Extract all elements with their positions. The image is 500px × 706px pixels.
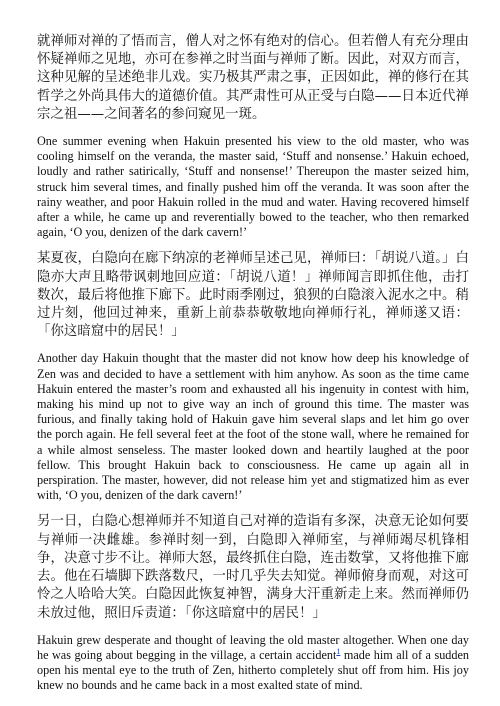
paragraph-en-3-end: made him all of a sudden open his mental eye to the truth of Zen, hitherto completely shut off from him. His joy knew no bounds and he came back in a most exalted state of mind. (37, 647, 469, 693)
paragraph-zh-1: 就禅师对禅的了悟而言，僧人对之怀有绝对的信心。但若僧人有充分理由怀疑禅师之见地，亦可在参禅之时当面与禅师了断。因此，对双方而言，这种见解的呈述绝非儿戏。实乃极其严肃之事，正因如此，禅的修行在其哲学之外尚具伟大的道德价值。其严肃性可从正受与白隐——日本近代禅宗之祖——之间著名的参问窥见一斑。 (37, 34, 469, 122)
paragraph-en-1: One summer evening when Hakuin presented his view to the old master, who was cooling himself on the veranda, the master said, ‘Stuff and nonsense.’ Hakuin echoed, loudly and rather satirically, ‘Stuff and nonsense!’ Thereupon the master seized him, struck him several times, and finally pushed him off the veranda. It was soon after the rainy weather, and poor Hakuin rolled in the mud and water. Having recovered himself after a while, he came up and reverentially bowed to the teacher, who then remarked again, ‘O you, denizen of the dark cavern!’ (37, 134, 469, 240)
paragraph-en-3 (37, 633, 469, 694)
paragraph-zh-2: 某夏夜，白隐向在廊下纳凉的老禅师呈述己见，禅师曰：「胡说八道。」白隐亦大声且略带讽刺地回应道：「胡说八道！」禅师闻言即抓住他，击打数次，最后将他推下廊下。此时雨季刚过，狼狈的白隐滚入泥水之中。稍过片刻，他回过神来，重新上前恭恭敬敬地向禅师行礼，禅师遂又语：「你这暗窟中的居民！」 (37, 251, 469, 340)
footnote-link[interactable]: 1 (336, 646, 341, 656)
paragraph-en-3-start: Hakuin grew desperate and thought of leaving the old master altogether. When one day he was going about begging in the village, a certain accident (37, 632, 469, 662)
document-page (37, 33, 469, 704)
paragraph-zh-3: 另一日，白隐心想禅师并不知道自己对禅的造诣有多深，决意无论如何要与禅师一决雌雄。参禅时刻一到，白隐即入禅师室，与禅师竭尽机锋相争，决意寸步不让。禅师大怒，最终抓住白隐，连击数掌，又将他推下廊去。他在石墙脚下跌落数尺，一时几乎失去知觉。禅师俯身而观，对这可怜之人哈哈大笑。白隐因此恢复神智，满身大汗重新走上来。然而禅师仍未放过他，照旧斥责道：「你这暗窟中的居民！」 (37, 514, 469, 621)
paragraph-en-2: Another day Hakuin thought that the master did not know how deep his knowledge of Zen was and decided to have a settlement with him anyhow. As soon as the time came Hakuin entered the master’s room and exhausted all his ingenuity in contest with him, making his mind up not to give way an inch of ground this time. The master was furious, and finally taking hold of Hakuin gave him several slaps and let him go over the porch again. He fell several feet at the foot of the stone wall, where he remained for a while almost senseless. The master looked down and heartily laughed at the poor fellow. This brought Hakuin back to consciousness. He came up again all in perspiration. The master, however, did not release him yet and stigmatized him as ever with, ‘O you, denizen of the dark cavern!’ (37, 351, 469, 503)
